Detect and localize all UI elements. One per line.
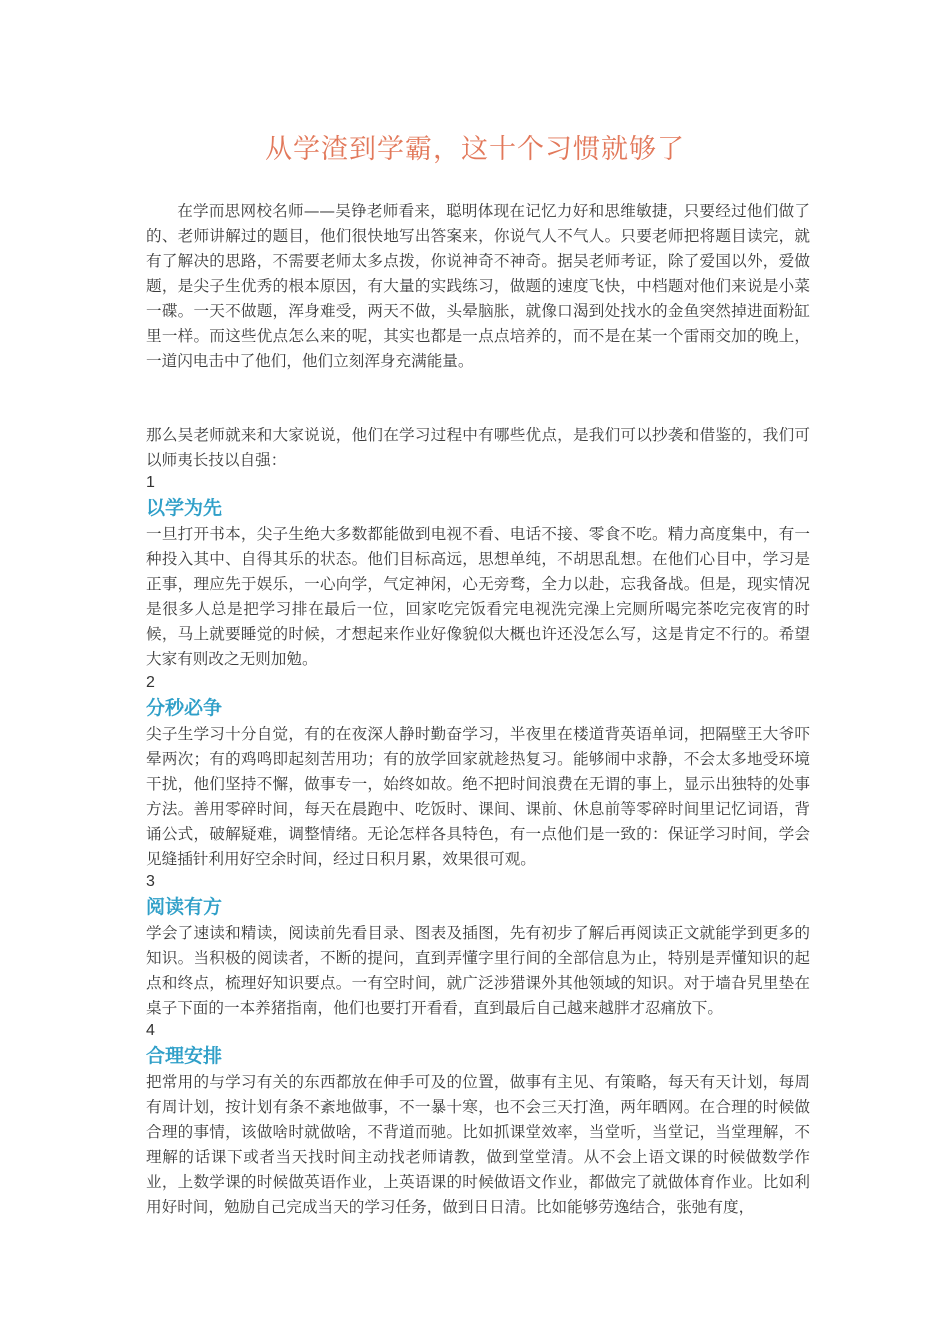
section-number: 2 (146, 674, 155, 691)
section-heading: 阅读有方 (146, 896, 223, 918)
section-number: 3 (146, 873, 155, 890)
section-2 (146, 672, 810, 872)
section-heading: 合理安排 (146, 1045, 223, 1067)
section-heading: 分秒必争 (146, 697, 223, 719)
section-text: 学会了速读和精读，阅读前先看目录、图表及插图，先有初步了解后再阅读正文就能学到更多的知识。当积极的阅读者，不断的提问，直到弄懂字里行间的全部信息为止，特别是弄懂知识的起点和终点，梳理好知识要点。一有空时间，就广泛涉猎课外其他领域的知识。对于墙旮旯里垫在桌子下面的一本养猪指南，他们也要打开看看，直到最后自己越来越胖才忍痛放下。 (146, 924, 810, 1017)
section-3 (146, 871, 810, 1021)
section-text: 一旦打开书本，尖子生绝大多数都能做到电视不看、电话不接、零食不吃。精力高度集中，有一种投入其中、自得其乐的状态。他们目标高远，思想单纯，不胡思乱想。在他们心目中，学习是正事，理应先于娱乐，一心向学，气定神闲，心无旁骛，全力以赴，忘我备战。但是，现实情况是很多人总是把学习排在最后一位，回家吃完饭看完电视洗完澡上完厕所喝完茶吃完夜宵的时候，马上就要睡觉的时候，才想起来作业好像貌似大概也许还没怎么写，这是肯定不行的。希望大家有则改之无则加勉。 (146, 525, 810, 668)
lead-paragraph: 那么吴老师就来和大家说说，他们在学习过程中有哪些优点，是我们可以抄袭和借鉴的，我们可以师夷长技以自强： (146, 426, 810, 469)
document-title: 从学渣到学霸，这十个习惯就够了 (265, 134, 685, 165)
section-1 (146, 472, 810, 672)
section-number: 1 (146, 474, 155, 491)
section-heading: 以学为先 (146, 497, 223, 519)
section-number: 4 (146, 1022, 155, 1039)
intro-paragraph: 在学而思网校名师——吴铮老师看来，聪明体现在记忆力好和思维敏捷，只要经过他们做了的、老师讲解过的题目，他们很快地写出答案来，你说气人不气人。只要老师把将题目读完，就有了解决的思路，不需要老师太多点拨，你说神奇不神奇。据吴老师考证，除了爱国以外，爱做题，是尖子生优秀的根本原因，有大量的实践练习，做题的速度飞快，中档题对他们来说是小菜一碟。一天不做题，浑身难受，两天不做，头晕脑胀，就像口渴到处找水的金鱼突然掉进面粉缸里一样。而这些优点怎么来的呢，其实也都是一点点培养的，而不是在某一个雷雨交加的晚上，一道闪电击中了他们，他们立刻浑身充满能量。 (146, 202, 810, 370)
section-4 (146, 1020, 810, 1220)
section-text: 尖子生学习十分自觉，有的在夜深人静时勤奋学习，半夜里在楼道背英语单词，把隔壁王大爷吓晕两次；有的鸡鸣即起刻苦用功；有的放学回家就趁热复习。能够闹中求静，不会太多地受环境干扰，他们坚持不懈，做事专一，始终如故。绝不把时间浪费在无谓的事上，显示出独特的处事方法。善用零碎时间，每天在晨跑中、吃饭时、课间、课前、休息前等零碎时间里记忆词语，背诵公式，破解疑难，调整情绪。无论怎样各具特色，有一点他们是一致的：保证学习时间，学会见缝插针利用好空余时间，经过日积月累，效果很可观。 (146, 725, 810, 868)
section-text: 把常用的与学习有关的东西都放在伸手可及的位置，做事有主见、有策略，每天有天计划，每周有周计划，按计划有条不紊地做事，不一暴十寒，也不会三天打渔，两年晒网。在合理的时候做合理的事情，该做啥时就做啥，不背道而驰。比如抓课堂效率，当堂听，当堂记，当堂理解，不理解的话课下或者当天找时间主动找老师请教，做到堂堂清。从不会上语文课的时候做数学作业，上数学课的时候做英语作业，上英语课的时候做语文作业，都做完了就做体育作业。比如利用好时间，勉励自己完成当天的学习任务，做到日日清。比如能够劳逸结合，张弛有度， (146, 1073, 810, 1216)
